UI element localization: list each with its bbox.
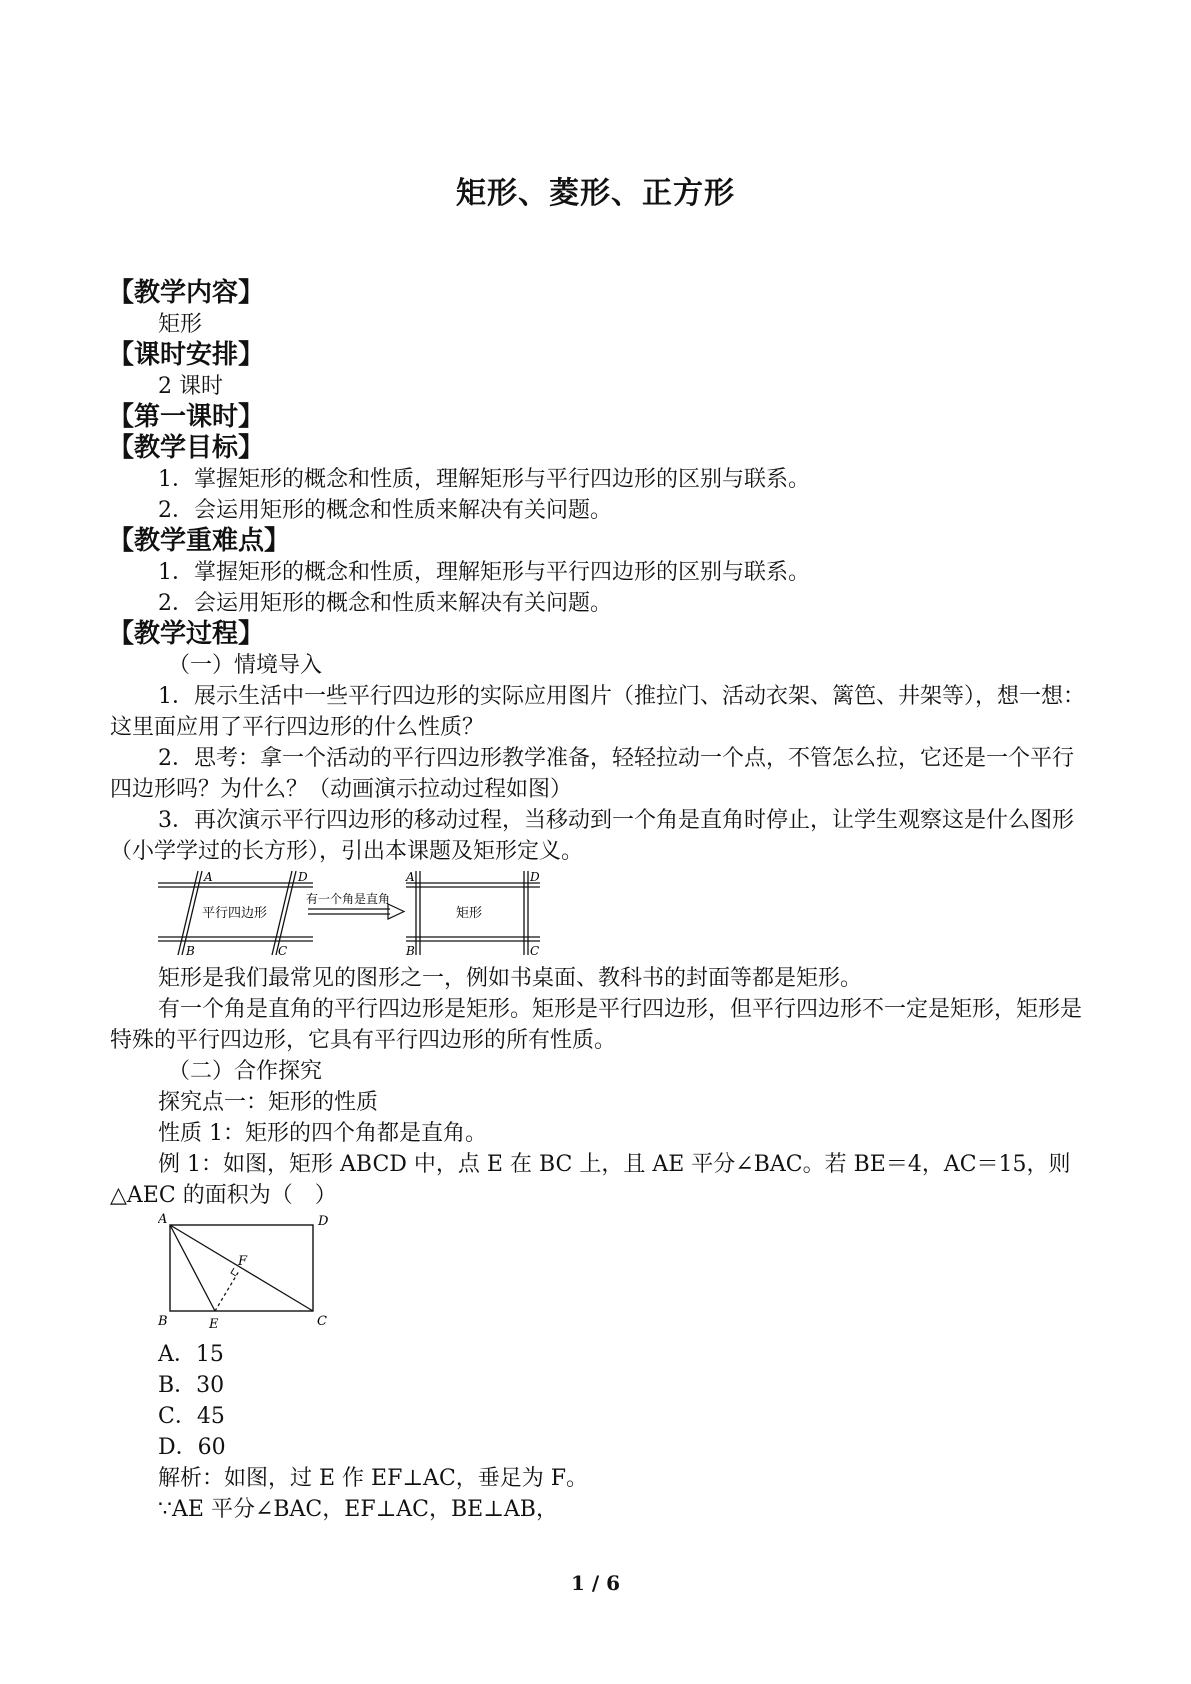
- solution-text: ∵AE 平分∠BAC，EF⊥AC，BE⊥AB，: [158, 1497, 558, 1522]
- goal-item: 2．会运用矩形的概念和性质来解决有关问题。: [158, 498, 612, 523]
- vertex-label: B: [406, 944, 415, 958]
- content-text: 矩形: [158, 312, 203, 337]
- page-number: 1 / 6: [570, 1571, 621, 1595]
- vertex-label: B: [186, 944, 195, 958]
- parallelogram-label: 平行四边形: [202, 906, 268, 921]
- paragraph: 1．展示生活中一些平行四边形的实际应用图片（推拉门、活动衣架、篱笆、井架等），想一想：这里面应用了平行四边形的什么性质？: [110, 684, 1086, 740]
- rectangle-abcd-figure: [158, 1213, 1090, 1331]
- section-heading-process: 【教学过程】: [108, 619, 265, 649]
- answer-option: C．45: [158, 1404, 225, 1429]
- answer-option: D．60: [158, 1435, 226, 1460]
- solution-text: 解析：如图，过 E 作 EF⊥AC，垂足为 F。: [158, 1466, 589, 1491]
- rectangle-label: 矩形: [456, 906, 483, 921]
- paragraph: 探究点一：矩形的性质: [158, 1090, 379, 1115]
- vertex-label: D: [298, 870, 308, 884]
- vertex-label: D: [530, 870, 540, 884]
- section-heading-content: 【教学内容】: [108, 278, 265, 308]
- subsection-heading: （二）合作探究: [168, 1059, 323, 1084]
- document-body: [110, 278, 1090, 1525]
- arrow-label: 有一个角是直角: [306, 892, 391, 906]
- section-heading-schedule: 【课时安排】: [108, 340, 265, 370]
- example-question: 例 1：如图，矩形 ABCD 中，点 E 在 BC 上，且 AE 平分∠BAC。若 BE＝4，AC＝15，则△AEC 的面积为（ ）: [110, 1152, 1071, 1208]
- vertex-label: F: [238, 1254, 248, 1269]
- schedule-text: 2 课时: [158, 374, 223, 399]
- paragraph: 性质 1：矩形的四个角都是直角。: [158, 1121, 487, 1146]
- vertex-label: C: [317, 1314, 327, 1329]
- vertex-label: B: [158, 1314, 168, 1329]
- parallelogram-to-rectangle-figure: [158, 869, 1090, 961]
- vertex-label: C: [530, 944, 540, 958]
- answer-option: B．30: [158, 1373, 225, 1398]
- arrow-right-icon: [388, 904, 404, 919]
- keypoint-item: 2．会运用矩形的概念和性质来解决有关问题。: [158, 591, 612, 616]
- vertex-label: E: [209, 1317, 219, 1331]
- rectangle-figure-svg: [158, 1213, 358, 1331]
- paragraph: 3．再次演示平行四边形的移动过程，当移动到一个角是直角时停止，让学生观察这是什么图形（小学学过的长方形），引出本课题及矩形定义。: [110, 808, 1075, 864]
- vertex-label: A: [406, 870, 415, 884]
- answer-option: A．15: [158, 1342, 224, 1367]
- paragraph: 有一个角是直角的平行四边形是矩形。矩形是平行四边形，但平行四边形不一定是矩形，矩形是特殊的平行四边形，它具有平行四边形的所有性质。: [110, 997, 1083, 1053]
- subsection-heading: （一）情境导入: [168, 653, 323, 678]
- section-heading-keypoints: 【教学重难点】: [108, 526, 291, 556]
- keypoint-item: 1．掌握矩形的概念和性质，理解矩形与平行四边形的区别与联系。: [158, 560, 810, 585]
- section-heading-goals: 【教学目标】: [108, 433, 265, 463]
- parallelogram-figure-svg: [158, 869, 578, 961]
- paragraph: 矩形是我们最常见的图形之一，例如书桌面、教科书的封面等都是矩形。: [158, 966, 863, 991]
- vertex-label: C: [278, 944, 288, 958]
- vertex-label: A: [204, 870, 213, 884]
- paragraph: 2．思考：拿一个活动的平行四边形教学准备，轻轻拉动一个点，不管怎么拉，它还是一个平行四边形吗？为什么？（动画演示拉动过程如图）: [110, 746, 1075, 802]
- section-heading-lesson: 【第一课时】: [108, 402, 265, 432]
- vertex-label: A: [158, 1213, 168, 1227]
- goal-item: 1．掌握矩形的概念和性质，理解矩形与平行四边形的区别与联系。: [158, 467, 810, 492]
- page-title: 矩形、菱形、正方形: [456, 176, 735, 211]
- vertex-label: D: [318, 1214, 329, 1229]
